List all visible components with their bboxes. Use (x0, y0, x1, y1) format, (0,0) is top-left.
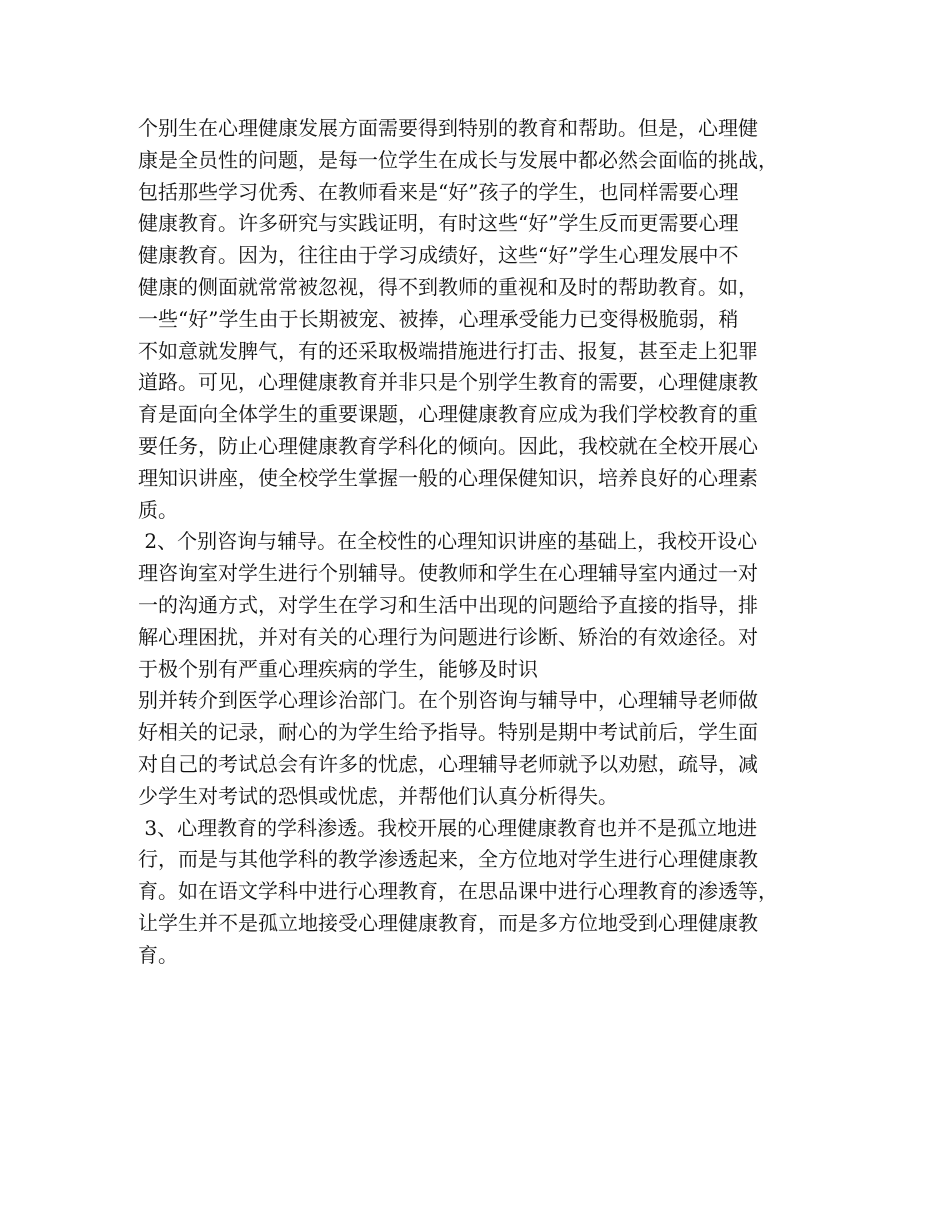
text-line: 健康教育。许多研究与实践证明，有时这些“好”学生反而更需要心理 (138, 211, 739, 236)
text-line: 健康教育。因为，往往由于学习成绩好，这些“好”学生心理发展中不 (138, 243, 739, 268)
text-line: 育是面向全体学生的重要课题，心理健康教育应成为我们学校教育的重 (138, 402, 758, 427)
text-line: 不如意就发脾气，有的还采取极端措施进行打击、报复，甚至走上犯罪 (138, 338, 758, 363)
text-line: 健康的侧面就常常被忽视，得不到教师的重视和及时的帮助教育。如， (138, 274, 758, 299)
text-line: 育。 (138, 942, 178, 967)
text-line: 少学生对考试的恐惧或忧虑，并帮他们认真分析得失。 (138, 783, 618, 808)
text-line: 3、心理教育的学科渗透。我校开展的心理健康教育也并不是孤立地进 (138, 815, 758, 840)
text-line: 对自己的考试总会有许多的忧虑，心理辅导老师就予以劝慰，疏导，减 (138, 751, 758, 776)
text-line: 包括那些学习优秀、在教师看来是“好”孩子的学生，也同样需要心理 (138, 179, 739, 204)
body-text (138, 113, 828, 972)
text-line: 一些“好”学生由于长期被宠、被捧，心理承受能力已变得极脆弱，稍 (138, 306, 739, 331)
text-line: 2、个别咨询与辅导。在全校性的心理知识讲座的基础上，我校开设心 (138, 529, 758, 554)
text-line: 让学生并不是孤立地接受心理健康教育，而是多方位地受到心理健康教 (138, 910, 758, 935)
text-line: 康是全员性的问题，是每一位学生在成长与发展中都必然会面临的挑战， (138, 147, 778, 172)
text-line: 理咨询室对学生进行个别辅导。使教师和学生在心理辅导室内通过一对 (138, 561, 758, 586)
text-line: 质。 (138, 497, 178, 522)
text-line: 于极个别有严重心理疾病的学生，能够及时识 (138, 656, 538, 681)
text-line: 理知识讲座，使全校学生掌握一般的心理保健知识，培养良好的心理素 (138, 465, 758, 490)
text-line: 解心理困扰，并对有关的心理行为问题进行诊断、矫治的有效途径。对 (138, 624, 758, 649)
text-line: 一的沟通方式，对学生在学习和生活中出现的问题给予直接的指导，排 (138, 592, 758, 617)
text-line: 好相关的记录，耐心的为学生给予指导。特别是期中考试前后，学生面 (138, 720, 758, 745)
text-line: 别并转介到医学心理诊治部门。在个别咨询与辅导中，心理辅导老师做 (138, 688, 758, 713)
text-line: 要任务，防止心理健康教育学科化的倾向。因此，我校就在全校开展心 (138, 433, 758, 458)
text-line: 育。如在语文学科中进行心理教育，在思品课中进行心理教育的渗透等， (138, 879, 778, 904)
text-line: 道路。可见，心理健康教育并非只是个别学生教育的需要，心理健康教 (138, 370, 758, 395)
text-line: 行，而是与其他学科的教学渗透起来，全方位地对学生进行心理健康教 (138, 847, 758, 872)
text-line: 个别生在心理健康发展方面需要得到特别的教育和帮助。但是，心理健 (138, 116, 758, 140)
